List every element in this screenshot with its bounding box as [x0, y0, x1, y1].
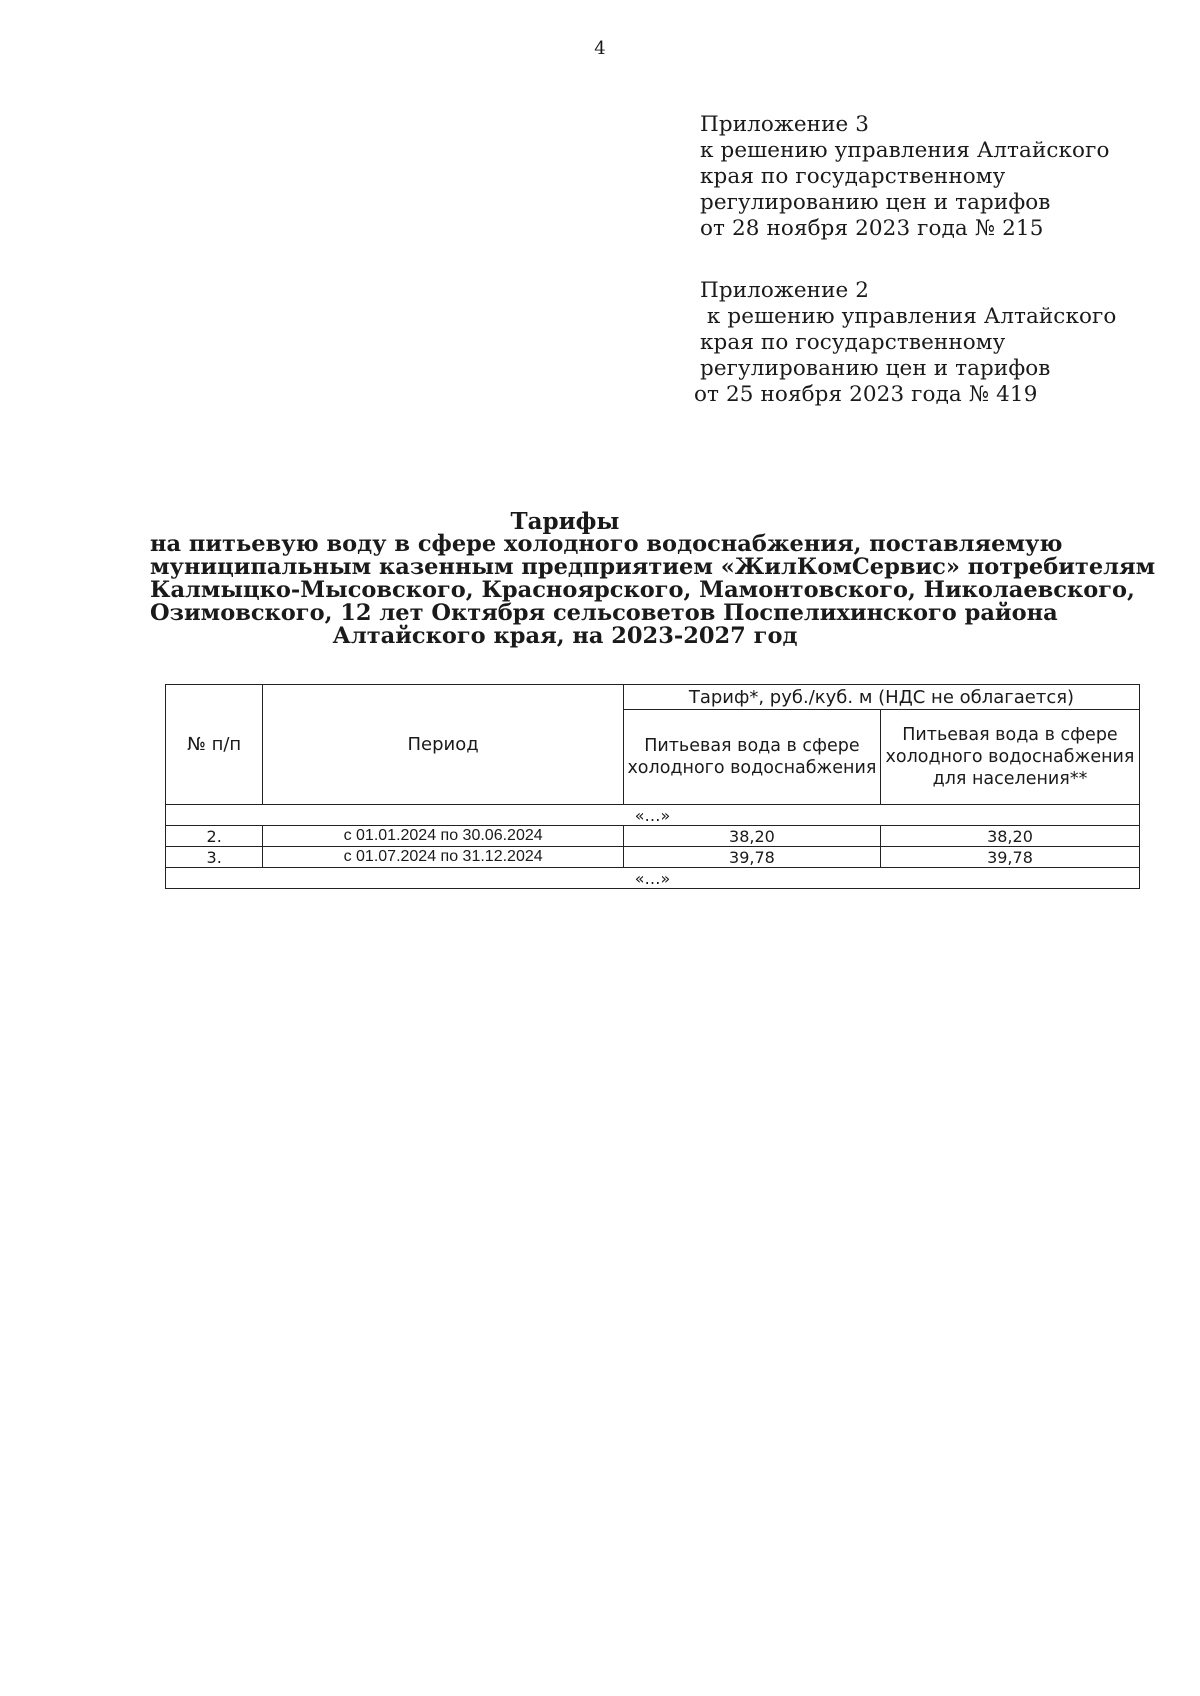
row-num: 3.: [166, 847, 263, 868]
tariffs-table: [165, 684, 1140, 889]
appendix-line: к решению управления Алтайского: [700, 304, 1117, 329]
title-line: муниципальным казенным предприятием «ЖилКомСервис» потребителям: [150, 554, 1156, 580]
row-period: с 01.01.2024 по 30.06.2024: [263, 826, 624, 847]
header-tariff: Тариф*, руб./куб. м (НДС не облагается): [623, 685, 1139, 710]
title-heading: Тарифы: [510, 508, 620, 535]
appendix-3-header: [700, 112, 1120, 242]
appendix-line: регулированию цен и тарифов: [700, 190, 1051, 215]
row-tariff-2: 39,78: [880, 847, 1139, 868]
table-row: [166, 847, 1140, 868]
page-number: 4: [594, 38, 606, 59]
appendix-line: края по государственному: [700, 164, 1006, 189]
appendix-line: Приложение 3: [700, 112, 870, 137]
document-title: [150, 508, 1156, 649]
header-tariff-col1: Питьевая вода в сфере холодного водоснабжения: [623, 710, 880, 805]
row-tariff-2: 38,20: [880, 826, 1139, 847]
header-tariff-col2: Питьевая вода в сфере холодного водоснабжения для населения**: [880, 710, 1139, 805]
header-num: № п/п: [166, 685, 263, 805]
title-line: Калмыцко-Мысовского, Красноярского, Мамонтовского, Николаевского,: [150, 577, 1135, 603]
appendix-line: от 25 ноября 2023 года № 419: [694, 382, 1038, 407]
table-row: [166, 826, 1140, 847]
title-line: Озимовского, 12 лет Октября сельсоветов Поспелихинского района: [150, 600, 1058, 626]
row-period: с 01.07.2024 по 31.12.2024: [263, 847, 624, 868]
row-tariff-1: 38,20: [623, 826, 880, 847]
row-tariff-1: 39,78: [623, 847, 880, 868]
appendix-line: Приложение 2: [700, 278, 870, 303]
appendix-line: регулированию цен и тарифов: [700, 356, 1051, 381]
title-line: Алтайского края, на 2023-2027 год: [332, 623, 798, 649]
header-period: Период: [263, 685, 624, 805]
title-line: на питьевую воду в сфере холодного водоснабжения, поставляемую: [150, 531, 1063, 557]
ellipsis-row: «…»: [166, 805, 1140, 826]
appendix-2-header: [694, 278, 1120, 408]
appendix-line: к решению управления Алтайского: [700, 138, 1110, 163]
row-num: 2.: [166, 826, 263, 847]
appendix-line: от 28 ноября 2023 года № 215: [700, 216, 1044, 241]
appendix-line: края по государственному: [700, 330, 1006, 355]
ellipsis-row: «…»: [166, 868, 1140, 889]
